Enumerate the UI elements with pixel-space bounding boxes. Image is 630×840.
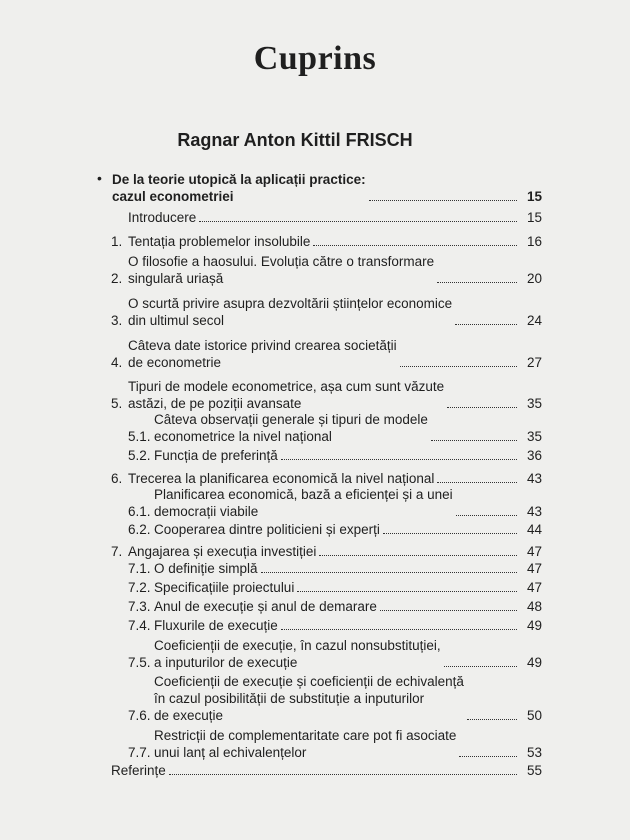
toc-entry-text: O definiție simplă (154, 561, 258, 576)
dot-leader (380, 610, 517, 611)
dot-leader (281, 459, 517, 460)
toc-entry-page: 47 (526, 580, 542, 595)
toc-entry-page: 20 (526, 271, 542, 286)
toc-entry-1 (111, 233, 542, 250)
toc-entry-6-1 (128, 486, 542, 520)
bullet-icon: • (97, 170, 102, 186)
dot-leader (383, 533, 517, 534)
toc-entry-text: O scurtă privire asupra dezvoltării științelor economice din ultimul secol (128, 296, 453, 328)
toc-entry-3 (111, 295, 542, 329)
toc-entry-page: 35 (526, 396, 542, 411)
toc-entry-text: Trecerea la planificarea economică la nivel național (128, 471, 435, 486)
toc-entry-5-2 (128, 447, 542, 464)
toc-entry-page: 15 (526, 210, 542, 225)
dot-leader (447, 407, 517, 408)
toc-entry-text: Coeficienții de execuție, în cazul nonsubstituției, a inputurilor de execuție (154, 638, 441, 670)
toc-entry-page: 24 (526, 313, 542, 328)
toc-entry-number: 6.1. (128, 504, 151, 519)
toc-entry-text: Planificarea economică, bază a eficienței și a unei democrații viabile (154, 487, 453, 519)
toc-entry-number: 2. (111, 271, 123, 286)
toc-entry-number: 5.2. (128, 448, 151, 463)
toc-entry-7 (111, 543, 542, 560)
dot-leader (455, 324, 517, 325)
toc-entry-text: Câteva date istorice privind crearea societății de econometrie (128, 338, 397, 370)
page-title: Cuprins (253, 40, 377, 77)
toc-entry-text: Tentația problemelor insolubile (128, 234, 311, 249)
author-heading: Ragnar Anton Kittil FRISCH (177, 130, 413, 150)
toc-entry-7-6 (128, 673, 542, 724)
toc-entry-7-4 (128, 617, 542, 634)
dot-leader (319, 555, 517, 556)
dot-leader (369, 200, 517, 201)
toc-entry-page: 44 (526, 522, 542, 537)
toc-entry-text: Angajarea și execuția investiției (128, 544, 317, 559)
toc-entry-text: Referințe (111, 763, 166, 778)
dot-leader (400, 366, 517, 367)
dot-leader (281, 629, 517, 630)
dot-leader (459, 756, 517, 757)
toc-entry-page: 55 (526, 763, 542, 778)
toc-entry-text: Cooperarea dintre politicieni și experți (154, 522, 380, 537)
toc-entry-7-2 (128, 579, 542, 596)
toc-entry-page: 49 (526, 655, 542, 670)
toc-entry-number: 3. (111, 313, 123, 328)
toc-entry-number: 5.1. (128, 429, 151, 444)
toc-entry-text: Introducere (128, 210, 197, 225)
toc-entry-number: 6. (111, 471, 123, 486)
toc-entry-page: 36 (526, 448, 542, 463)
dot-leader (169, 774, 517, 775)
toc-entry-page: 50 (526, 708, 542, 723)
toc-entry-page: 53 (526, 745, 542, 760)
toc-entry-page: 49 (526, 618, 542, 633)
toc-entry-page: 47 (526, 561, 542, 576)
toc-entry-text: Tipuri de modele econometrice, așa cum sunt văzute astăzi, de pe poziții avansate (128, 379, 445, 411)
toc-entry-text: O filosofie a haosului. Evoluția către o transformare singulară uriașă (128, 254, 435, 286)
dot-leader (467, 719, 517, 720)
toc-entry-6-2 (128, 521, 542, 538)
dot-leader (444, 666, 517, 667)
toc-entry-5-1 (128, 411, 542, 445)
toc-entry-page: 35 (526, 429, 542, 444)
toc-entry-number: 7. (111, 544, 123, 559)
toc-entry-number: 7.5. (128, 655, 151, 670)
toc-entry-page: 15 (526, 189, 542, 204)
dot-leader (456, 515, 517, 516)
dot-leader (437, 282, 517, 283)
toc-entry-page: 27 (526, 355, 542, 370)
dot-leader (199, 221, 517, 222)
toc-entry-text: Specificațiile proiectului (154, 580, 295, 595)
toc-entry-6 (111, 470, 542, 487)
dot-leader (297, 591, 517, 592)
toc-entry-text: Restricții de complementaritate care pot fi asociate unui lanț al echivalențelor (154, 728, 457, 760)
toc-entry-introducere (128, 209, 542, 226)
toc-entry-main (112, 171, 542, 205)
dot-leader (437, 482, 517, 483)
toc-entry-page: 43 (526, 504, 542, 519)
toc-entry-number: 7.7. (128, 745, 151, 760)
toc-entry-7-5 (128, 637, 542, 671)
toc-entry-referinte (111, 762, 542, 779)
toc-entry-number: 7.3. (128, 599, 151, 614)
toc-entry-text: Fluxurile de execuție (154, 618, 278, 633)
toc-entry-5 (111, 378, 542, 412)
toc-entry-number: 4. (111, 355, 123, 370)
toc-entry-page: 48 (526, 599, 542, 614)
toc-entry-number: 5. (111, 396, 123, 411)
toc-entry-4 (111, 337, 542, 371)
toc-entry-text: Anul de execuție și anul de demarare (154, 599, 377, 614)
dot-leader (313, 245, 517, 246)
toc-entry-text: Câteva observații generale și tipuri de modele econometrice la nivel național (154, 412, 428, 444)
toc-entry-2 (111, 253, 542, 287)
toc-entry-number: 7.1. (128, 561, 151, 576)
toc-entry-text: Funcția de preferință (154, 448, 278, 463)
toc-entry-number: 7.4. (128, 618, 151, 633)
toc-entry-7-7 (128, 727, 542, 761)
toc-entry-page: 47 (526, 544, 542, 559)
toc-entry-7-3 (128, 598, 542, 615)
toc-entry-number: 6.2. (128, 522, 151, 537)
toc-entry-number: 1. (111, 234, 123, 249)
toc-entry-text: Coeficienții de execuție și coeficienții de echivalență în cazul posibilității de substituție a inputurilor de execuție (154, 674, 464, 723)
toc-entry-text: De la teorie utopică la aplicații practice: cazul econometriei (112, 172, 366, 204)
toc-entry-page: 43 (526, 471, 542, 486)
toc-entry-page: 16 (526, 234, 542, 249)
toc-entry-number: 7.2. (128, 580, 151, 595)
dot-leader (261, 572, 517, 573)
toc-entry-7-1 (128, 560, 542, 577)
dot-leader (431, 440, 517, 441)
toc-entry-number: 7.6. (128, 708, 151, 723)
